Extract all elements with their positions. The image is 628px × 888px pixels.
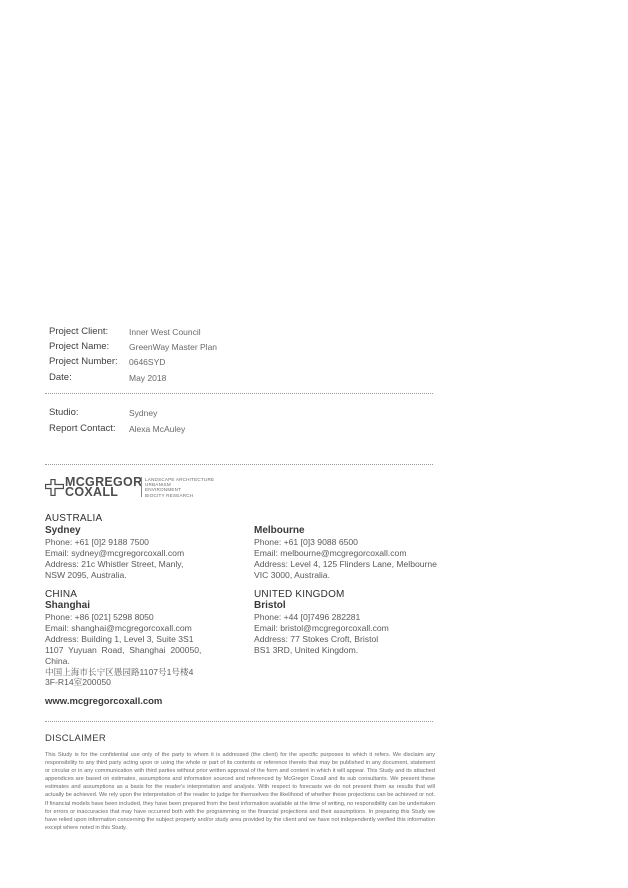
logo-line-2: COXALL — [65, 485, 119, 499]
tagline-line: LANDSCAPE ARCHITECTURE — [145, 477, 215, 482]
office-address: BS1 3RD, United Kingdom. — [254, 644, 359, 655]
office-city: Bristol — [254, 600, 286, 611]
office-bristol — [254, 600, 389, 656]
project-number-value: 0646SYD — [129, 357, 166, 367]
office-address-chinese: 3F-R14室200050 — [45, 677, 111, 688]
country-heading-china: CHINA — [45, 589, 78, 600]
tagline-line: URBANISM — [145, 482, 171, 488]
office-phone: Phone: +86 [021] 5298 8050 — [45, 612, 154, 622]
office-address: Address: Level 4, 125 Flinders Lane, Melbourne — [254, 558, 437, 569]
office-address: Address: 77 Stokes Croft, Bristol — [254, 633, 379, 644]
date-value: May 2018 — [129, 373, 167, 383]
office-phone: Phone: +61 [0]3 9088 6500 — [254, 537, 358, 547]
office-city: Shanghai — [45, 600, 91, 611]
office-city: Melbourne — [254, 525, 305, 536]
tagline-line: BIOCITY RESEARCH — [145, 492, 194, 498]
report-contact-value: Alexa McAuley — [129, 424, 186, 434]
project-name-label: Project Name: — [49, 341, 110, 352]
project-client-label: Project Client: — [49, 326, 109, 337]
office-melbourne — [254, 525, 437, 581]
office-email: Email: sydney@mcgregorcoxall.com — [45, 547, 185, 558]
divider — [45, 721, 433, 722]
studio-label: Studio: — [49, 407, 79, 418]
date-label: Date: — [49, 372, 72, 383]
logo-line-1: MCGREGOR — [65, 475, 143, 489]
project-name-value: GreenWay Master Plan — [129, 342, 218, 352]
disclaimer-title: DISCLAIMER — [45, 733, 107, 744]
office-phone: Phone: +61 [0]2 9188 7500 — [45, 537, 149, 547]
divider — [45, 393, 433, 394]
disclaimer-text: This Study is for the confidential use only of the party to whom it is addressed (the client) for the specific purposes to which it refers. We disclaim any responsibility to any third party acting upon or using the whole or part of its contents or reference thereto that may be published in any document, statement or circular or in any communication with third parties without prior written approval of the form and content in which it will appear. This Study and its attached appendices are based on estimates, assumptions and information sourced and referenced by McGregor Coxall and its sub consultants. We present these estimates and assumptions as a basis for the reader's interpretation and analysis. With respect to forecasts we do not present them as results that will actually be achieved. We rely upon the interpretation of the reader to judge for themselves the likelihood of whether these projections can be achieved or not. If financial models have been included, they have been prepared from the best information available at the time of writing, no responsibility can be undertaken for errors or inaccuracies that may have occurred both with the programming or the financial projections and their assumptions. In preparing this Study we have relied upon information concerning the subject property and/or study area provided by the client and we have not independently verified this information except where noted in this Study. — [45, 752, 435, 831]
office-phone: Phone: +44 [0]7496 282281 — [254, 612, 361, 622]
office-address: China. — [45, 655, 70, 666]
office-address: Address: 21c Whistler Street, Manly, — [45, 558, 184, 569]
office-email: Email: shanghai@mcgregorcoxall.com — [45, 622, 192, 633]
tagline-line: ENVIRONMENT — [145, 487, 182, 493]
website-link[interactable]: www.mcgregorcoxall.com — [45, 696, 163, 707]
report-contact-label: Report Contact: — [49, 423, 116, 434]
office-email: Email: melbourne@mcgregorcoxall.com — [254, 547, 407, 558]
studio-value: Sydney — [129, 408, 158, 418]
project-client-value: Inner West Council — [129, 327, 201, 337]
office-email: Email: bristol@mcgregorcoxall.com — [254, 622, 389, 633]
office-address: VIC 3000, Australia. — [254, 569, 330, 580]
office-shanghai — [45, 600, 232, 688]
office-address: Address: Building 1, Level 3, Suite 3S1 — [45, 633, 194, 644]
project-number-label: Project Number: — [49, 356, 118, 367]
logo-separator — [141, 477, 142, 497]
logo-cross-icon — [45, 479, 64, 496]
office-address-chinese: 中国上海市长宁区愚园路1107号1号楼4 — [45, 666, 194, 677]
office-address: 1107 Yuyuan Road, Shanghai 200050, — [45, 644, 202, 655]
office-address: NSW 2095, Australia. — [45, 569, 127, 580]
divider — [45, 464, 433, 465]
office-sydney — [45, 525, 184, 581]
logo-tagline — [145, 477, 214, 498]
office-city: Sydney — [45, 525, 81, 536]
country-heading-australia: AUSTRALIA — [45, 513, 103, 524]
country-heading-uk: UNITED KINGDOM — [254, 589, 345, 600]
